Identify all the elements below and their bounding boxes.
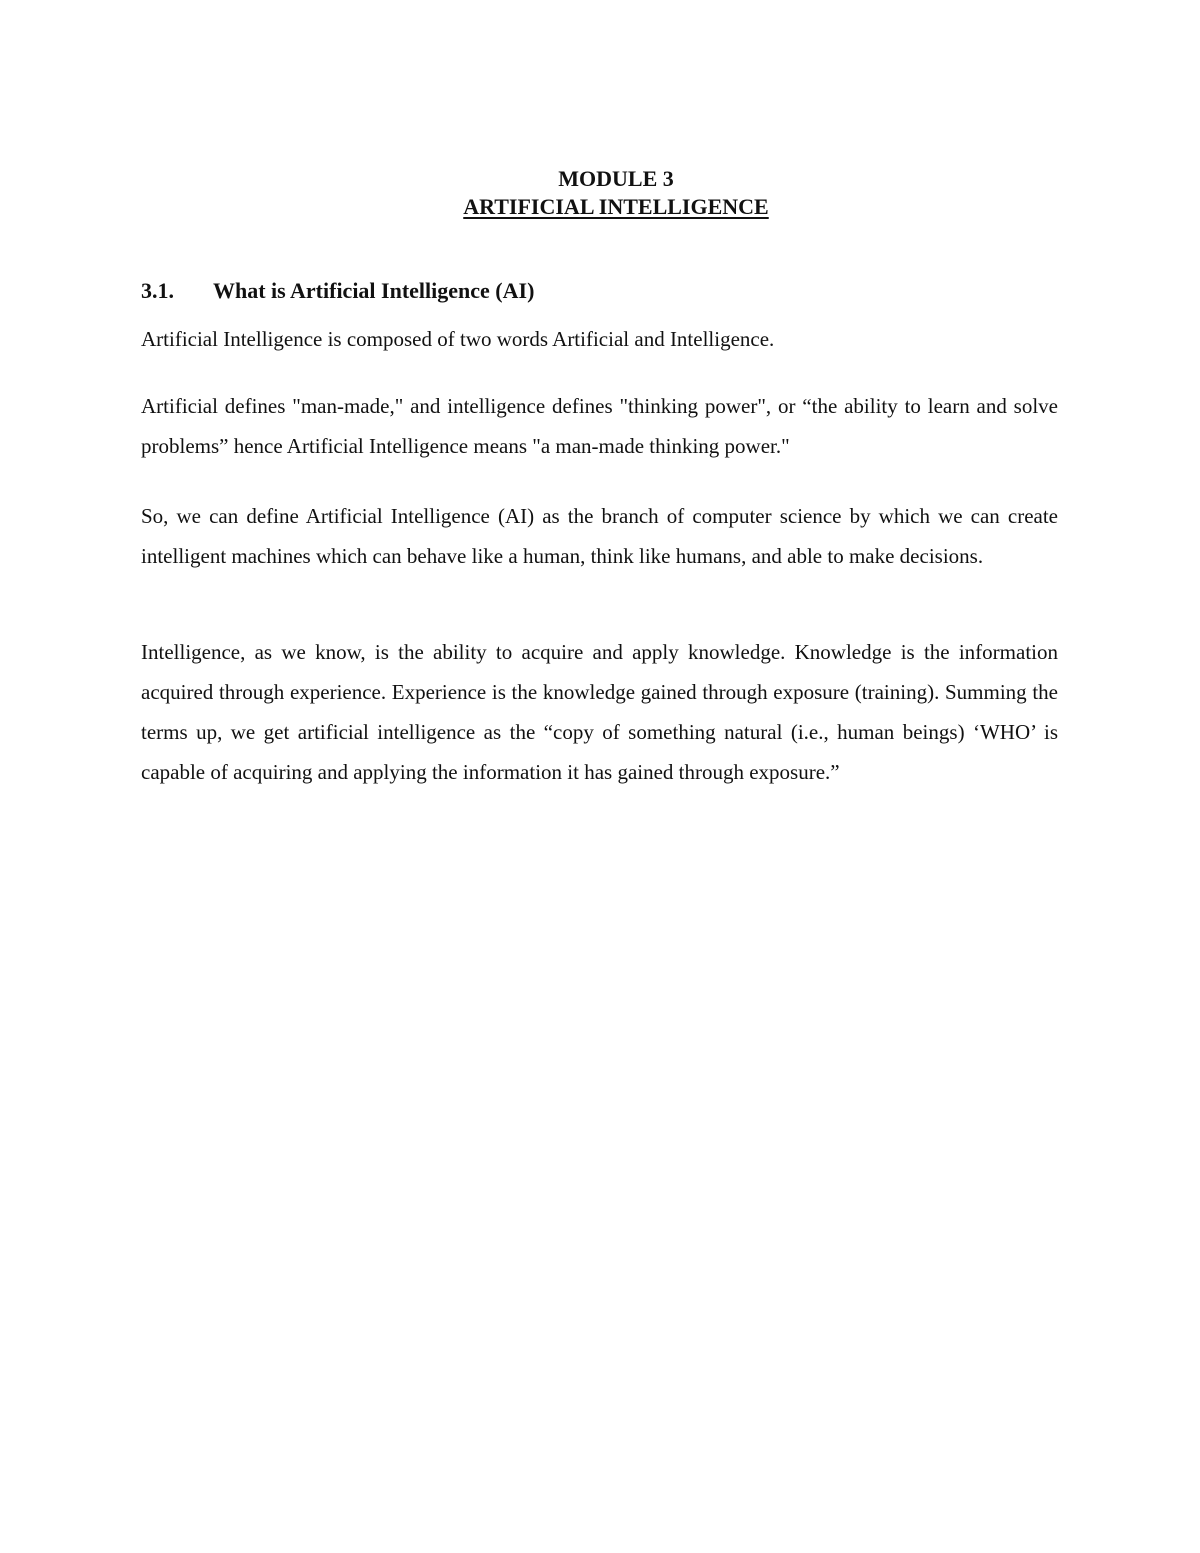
- section-heading: [141, 277, 534, 305]
- module-subtitle: ARTIFICIAL INTELLIGENCE: [463, 194, 769, 219]
- section-number: 3.1.: [141, 278, 174, 303]
- paragraph-ai-definition: So, we can define Artificial Intelligence (AI) as the branch of computer science by which we can create intelligent machines which can behave like a human, think like humans, and able to make decisions.: [141, 504, 1058, 568]
- paragraph-artificial-meaning: Artificial defines "man-made," and intelligence defines "thinking power", or “the ability to learn and solve problems” hence Artificial Intelligence means "a man-made thinking power.": [141, 394, 1058, 458]
- section-title: What is Artificial Intelligence (AI): [213, 278, 535, 303]
- paragraph-definition-words: Artificial Intelligence is composed of two words Artificial and Intelligence.: [141, 327, 775, 351]
- module-heading: [0, 165, 1200, 221]
- paragraph-intelligence-knowledge: Intelligence, as we know, is the ability to acquire and apply knowledge. Knowledge is the information acquired through experience. Experience is the knowledge gained through exposure (training). Summing the terms up, we get artificial intelligence as the “copy of something natural (i.e., human beings) ‘WHO’ is capable of acquiring and applying the information it has gained through exposure.”: [141, 640, 1058, 784]
- module-title: MODULE 3: [558, 166, 674, 191]
